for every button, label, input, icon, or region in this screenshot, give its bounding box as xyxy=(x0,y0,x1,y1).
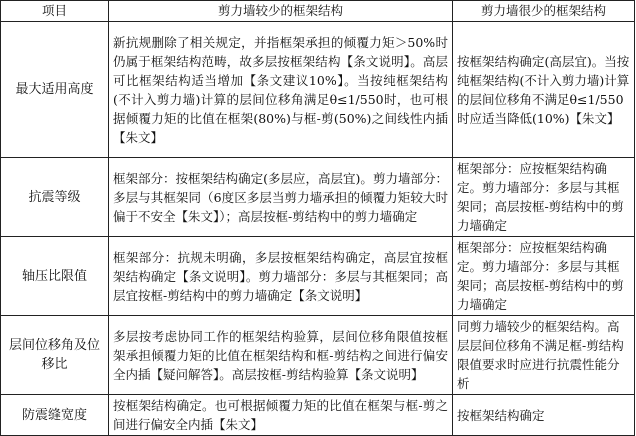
row-label: 最大适用高度 xyxy=(1,22,109,158)
header-very-few-shear-walls: 剪力墙很少的框架结构 xyxy=(453,1,635,22)
table-row xyxy=(1,237,635,316)
cell-very-few: 同剪力墙较少的框架结构。高层层间位移角不满足框-剪结构限值要求时应进行抗震性能分析 xyxy=(453,316,635,395)
cell-very-few: 按框架结构确定(高层宜)。当按纯框架结构(不计入剪力墙)计算的层间位移角不满足θ≤1/550时应适当降低(10%)【朱文】 xyxy=(453,22,635,158)
cell-few: 多层按考虑协同工作的框架结构验算，层间位移角限值按框架承担倾覆力矩的比值在框架结构和框-剪结构之间进行偏安全内插【疑问解答】。高层按框-剪结构验算【条文说明】 xyxy=(109,316,453,395)
row-label: 防震缝宽度 xyxy=(1,395,109,436)
row-label: 抗震等级 xyxy=(1,158,109,237)
header-row xyxy=(1,1,635,22)
cell-few: 框架部分：按框架结构确定(多层应，高层宜)。剪力墙部分：多层与其框架同（6度区多层当剪力墙承担的倾覆力矩较大时偏于不安全【朱文】）；高层按框-剪结构中的剪力墙确定 xyxy=(109,158,453,237)
header-few-shear-walls: 剪力墙较少的框架结构 xyxy=(109,1,453,22)
table-row xyxy=(1,22,635,158)
cell-few: 按框架结构确定。也可根据倾覆力矩的比值在框架与框-剪之间进行偏安全内插【朱文】 xyxy=(109,395,453,436)
cell-very-few: 框架部分：应按框架结构确定。剪力墙部分：多层与其框架同；高层按框-剪结构中的剪力墙确定 xyxy=(453,158,635,237)
table-row xyxy=(1,316,635,395)
cell-very-few: 按框架结构确定 xyxy=(453,395,635,436)
header-item: 项目 xyxy=(1,1,109,22)
cell-few: 新抗规删除了相关规定，并指框架承担的倾覆力矩＞50%时仍属于框架结构范畴，故多层按框架结构【条文说明】。高层可比框架结构适当增加【条文建议10%】。当按纯框架结构(不计入剪力墙)计算的层间位移角满足θ≤1/550时，也可根据倾覆力矩的比值在框架(80%)与框-剪(50%)之间线性内插【朱文】 xyxy=(109,22,453,158)
row-label: 层间位移角及位移比 xyxy=(1,316,109,395)
cell-very-few: 框架部分：应按框架结构确定。剪力墙部分：多层与其框架同；高层按框-剪结构中的剪力墙确定 xyxy=(453,237,635,316)
row-label: 轴压比限值 xyxy=(1,237,109,316)
table-row xyxy=(1,158,635,237)
cell-few: 框架部分：抗规未明确，多层按框架结构确定，高层宜按框架结构确定【条文说明】。剪力墙部分：多层与其框架同；高层宜按框-剪结构中的剪力墙确定【条文说明】 xyxy=(109,237,453,316)
table-row xyxy=(1,395,635,436)
